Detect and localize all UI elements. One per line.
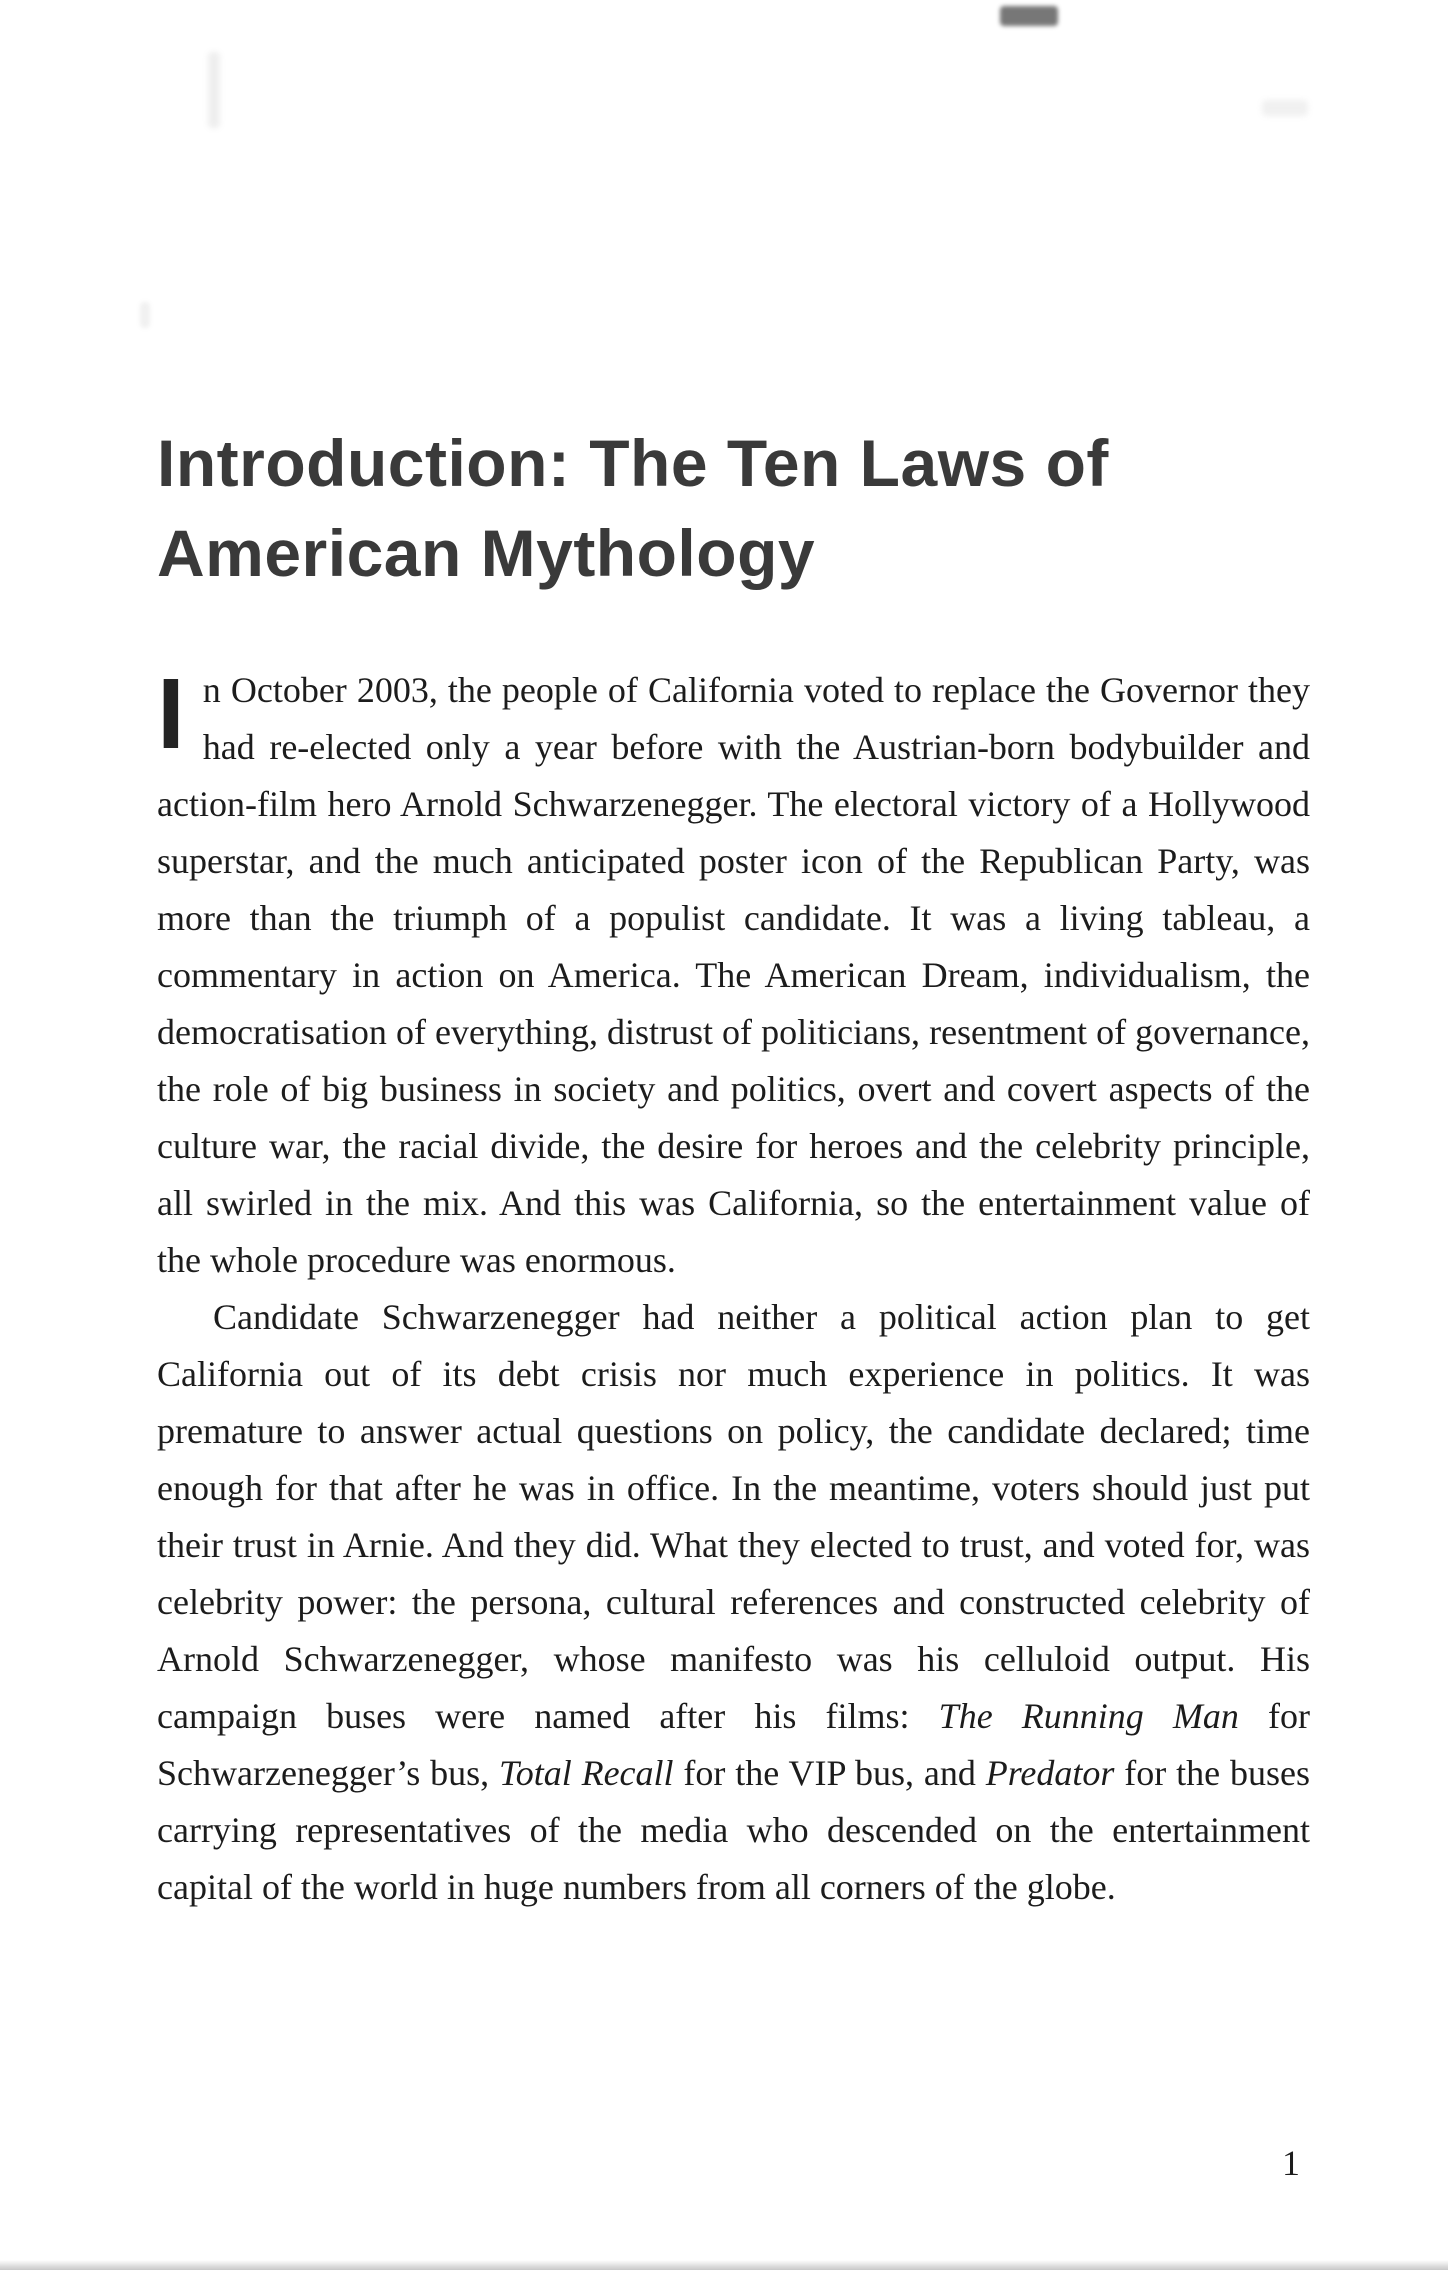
paragraph-candidate-text-1: Candidate Schwarzenegger had neither a political action plan to get California out of its debt crisis nor much experience in politics. It was premature to answer actual questions on policy, the candidate declared; time enough for that after he was in office. In the meantime, voters should just put their trust in Arnie. And they did. What they elected to trust, and voted for, was celebrity power: the persona, cultural references and constructed celebrity of Arnold Schwarzenegger, whose manifesto was his celluloid output. His campaign buses were named after his films: bbox=[157, 1297, 1310, 1736]
scan-artifact bbox=[1000, 6, 1058, 26]
paragraph-candidate bbox=[157, 1289, 1310, 1916]
film-title-predator: Predator bbox=[985, 1753, 1115, 1793]
scan-artifact bbox=[208, 52, 220, 128]
scan-artifact bbox=[1262, 100, 1308, 116]
paragraph-intro-text: n October 2003, the people of California voted to replace the Governor they had re-elected only a year before with the Austrian-born bodybuilder and action-film hero Arnold Schwarzenegger. The electoral victory of a Hollywood superstar, and the much anticipated poster icon of the Republican Party, was more than the triumph of a populist candidate. It was a living tableau, a commentary in action on America. The American Dream, individualism, the democratisation of everything, distrust of politicians, resentment of governance, the role of big business in society and politics, overt and covert aspects of the culture war, the racial divide, the desire for heroes and the celebrity principle, all swirled in the mix. And this was California, so the entertainment value of the whole procedure was enormous. bbox=[157, 670, 1310, 1280]
chapter-title-line2: American Mythology bbox=[157, 516, 816, 590]
scan-artifact bbox=[140, 302, 150, 328]
film-title-total-recall: Total Recall bbox=[498, 1753, 674, 1793]
film-title-running-man: The Running Man bbox=[938, 1696, 1239, 1736]
chapter-title bbox=[157, 418, 1337, 598]
paragraph-candidate-text-2: for Schwarzenegger’s bus, bbox=[157, 1696, 1311, 1793]
page-number: 1 bbox=[1282, 2143, 1300, 2183]
paragraph-candidate-text-4: for the buses carrying representatives of the media who descended on the entertainment capital of the world in huge numbers from all corners of the globe. bbox=[157, 1753, 1310, 1907]
dropcap-letter: I bbox=[157, 658, 185, 770]
scan-bottom-edge bbox=[0, 2260, 1448, 2270]
chapter-title-line1: Introduction: The Ten Laws of bbox=[157, 426, 1109, 500]
body-text-block bbox=[157, 658, 1311, 1916]
paragraph-intro bbox=[157, 658, 1310, 1289]
paragraph-candidate-text-3: for the VIP bus, and bbox=[673, 1753, 986, 1793]
